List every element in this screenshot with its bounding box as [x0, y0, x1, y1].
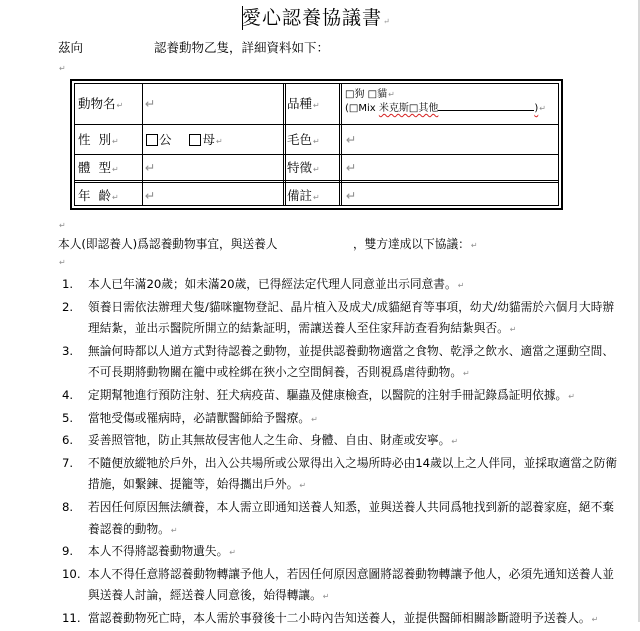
breed-other-blank[interactable] — [438, 102, 534, 111]
clause-list — [62, 274, 622, 631]
label-features: 特徵↵ — [287, 160, 320, 175]
row-divider — [75, 154, 558, 155]
breed-options[interactable]: □狗 □貓↵ (□Mix 米克斯□其他 )↵ — [345, 89, 546, 114]
label-breed: 品種↵ — [287, 96, 320, 111]
clause-item[interactable]: 3. 無論何時都以人道方式對待認養之動物，並提供認養動物適當之食物、乾淨之飲水、適當之運動空間、不可長期將動物關在籠中或栓綁在狹小之空間飼養，否則視爲虐待動物。↵ — [62, 343, 614, 380]
label-remarks: 備註↵ — [287, 188, 320, 203]
label-size: 體 型↵ — [78, 160, 119, 175]
label-age: 年 齡↵ — [78, 188, 119, 203]
animal-info-table — [70, 79, 563, 210]
clause-item[interactable]: 7. 不隨便放縱牠於戶外，出入公共場所或公眾得出入之場所時必由14歲以上之人伴同，並採取適當之防衛措施，如繫鍊、提籠等，始得攜出戶外。↵ — [62, 455, 618, 492]
label-animal-name: 動物名↵ — [78, 96, 124, 111]
male-label: 公 — [159, 132, 172, 147]
agreement-statement[interactable]: 本人(即認養人)爲認養動物事宜，與送養人 ，雙方達成以下協議：↵ — [58, 237, 478, 251]
female-label: 母 — [202, 132, 215, 147]
row-divider — [75, 124, 558, 125]
label-fur-color: 毛色↵ — [287, 132, 320, 147]
clause-item[interactable]: 8. 若因任何原因無法續養，本人需立即通知送養人知悉，並與送養人共同爲牠找到新的認養家庭，絕不棄養認養的動物。↵ — [62, 499, 614, 536]
clause-item[interactable]: 11. 當認養動物死亡時，本人需於事發後十二小時內告知送養人，並提供醫師相關診斷證明予送養人。↵ — [62, 610, 599, 625]
breed-dog-cat-line[interactable]: □狗 □貓 — [345, 89, 388, 100]
clause-item[interactable]: 1. 本人已年滿20歲；如未滿20歲，已得經法定代理人同意並出示同意書。↵ — [62, 277, 465, 291]
female-checkbox[interactable] — [189, 134, 201, 146]
paragraph-mark: ↵ — [383, 17, 391, 26]
paragraph-mark: ↵ — [59, 221, 66, 230]
sex-options[interactable]: 公 母↵ — [146, 132, 223, 150]
cell-end-mark: ↵ — [346, 188, 357, 203]
clause-item[interactable]: 6. 妥善照管牠，防止其無故侵害他人之生命、身體、自由、財產或安寧。↵ — [62, 433, 459, 448]
col-divider — [283, 84, 286, 205]
col-divider — [339, 84, 342, 205]
cell-end-mark: ↵ — [145, 96, 156, 111]
paragraph-mark: ↵ — [59, 258, 66, 267]
intro-text: 認養動物乙隻，詳細資料如下： — [153, 40, 329, 55]
clause-item[interactable]: 4. 定期幫牠進行預防注射、狂犬病疫苗、驅蟲及健康檢查，以醫院的注射手冊記錄爲証明依據。↵ — [62, 387, 575, 402]
cell-end-mark: ↵ — [346, 160, 357, 175]
male-checkbox[interactable] — [146, 134, 158, 146]
row-divider — [75, 180, 558, 183]
clause-item[interactable]: 5. 當牠受傷或罹病時，必請獸醫師給予醫療。↵ — [62, 410, 318, 425]
clause-item[interactable]: 2. 領養日需依法辦理犬隻/貓咪寵物登記、晶片植入及成犬/成貓絕育等事項，幼犬/幼貓需於六個月大時辦理結紮，並出示醫院所開立的結紮証明，需讓送養人至住家拜訪查看狗結紮與否。↵ — [62, 299, 615, 336]
clause-item[interactable]: 9. 本人不得將認養動物遺失。↵ — [62, 544, 236, 559]
col-divider — [142, 84, 143, 205]
document-title[interactable]: 愛心認養協議書↵ — [242, 7, 391, 29]
breed-mix-line[interactable]: (□Mix 米克斯□其他 ) — [345, 103, 539, 114]
intro-label: 茲向 — [58, 40, 84, 55]
paragraph-mark: ↵ — [59, 64, 66, 73]
intro-line[interactable] — [58, 40, 329, 56]
statement-part1: 本人(即認養人)爲認養動物事宜，與送養人 — [58, 237, 278, 251]
cell-end-mark: ↵ — [346, 132, 357, 147]
clause-item[interactable]: 10. 本人不得任意將認養動物轉讓予他人，若因任何原因意圖將認養動物轉讓予他人，必須先通知送養人並與送養人討論，經送養人同意後，始得轉讓。↵ — [62, 566, 614, 603]
statement-part2: ，雙方達成以下協議： — [352, 237, 470, 251]
label-sex: 性 別↵ — [78, 132, 119, 147]
cell-end-mark: ↵ — [145, 188, 156, 203]
cell-end-mark: ↵ — [145, 160, 156, 175]
